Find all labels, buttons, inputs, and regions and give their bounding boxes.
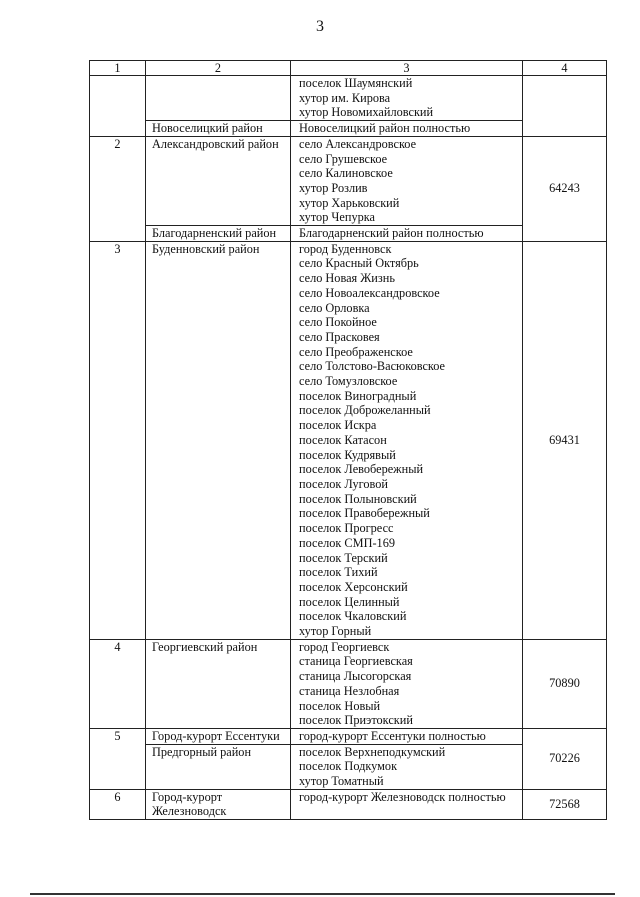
page-number: 3 <box>316 18 324 35</box>
settlements-cell <box>291 639 523 728</box>
settlement-name: поселок Верхнеподкумский <box>299 744 446 759</box>
settlement-name: город-курорт Ессентуки полностью <box>299 728 486 743</box>
bottom-rule <box>30 893 615 895</box>
settlement-name: хутор Томатный <box>299 774 384 789</box>
settlement-name: поселок СМП-169 <box>299 535 395 550</box>
row-number-cell: 6 <box>90 789 146 819</box>
district-cell <box>146 76 291 121</box>
settlement-name: поселок Кудрявый <box>299 447 396 462</box>
settlements-cell <box>291 789 523 819</box>
column-header: 3 <box>291 61 523 76</box>
settlements-cell <box>291 136 523 225</box>
settlement-name: поселок Катасон <box>299 432 387 447</box>
settlement-name: село Толстово-Васюковское <box>299 359 446 374</box>
settlement-name: станица Георгиевская <box>299 654 413 669</box>
column-header: 2 <box>146 61 291 76</box>
settlement-name: поселок Новый <box>299 698 381 713</box>
district-cell <box>146 121 291 137</box>
settlement-name: поселок Подкумок <box>299 759 398 774</box>
settlement-name: село Прасковея <box>299 329 380 344</box>
table-row <box>90 728 607 744</box>
district-cell <box>146 728 291 744</box>
row-number-cell: 5 <box>90 728 146 789</box>
settlement-name: поселок Левобережный <box>299 462 424 477</box>
settlement-name: город Буденновск <box>299 241 392 256</box>
row-number-cell: 4 <box>90 639 146 728</box>
settlement-name: поселок Тихий <box>299 565 378 580</box>
settlement-name: город-курорт Железноводск полностью <box>299 789 506 804</box>
settlement-name: хутор Розлив <box>299 180 368 195</box>
district-name: Александровский район <box>152 136 279 151</box>
settlements-cell <box>291 76 523 121</box>
district-name: Предгорный район <box>152 744 252 759</box>
settlement-name: поселок Луговой <box>299 476 388 491</box>
settlement-name: поселок Приэтокский <box>299 713 413 728</box>
district-cell <box>146 789 291 819</box>
column-header: 1 <box>90 61 146 76</box>
settlement-name: поселок Целинный <box>299 594 400 609</box>
settlement-name: село Покойное <box>299 315 377 330</box>
settlement-name: город Георгиевск <box>299 639 390 654</box>
district-name: Город-курорт Ессентуки <box>152 728 280 743</box>
table-row <box>90 136 607 225</box>
settlement-name: Благодарненский район полностью <box>299 226 484 241</box>
settlement-name: поселок Правобережный <box>299 506 430 521</box>
district-name: Георгиевский район <box>152 639 258 654</box>
row-number-cell <box>90 76 146 137</box>
settlement-name: поселок Прогресс <box>299 521 394 536</box>
settlement-name: поселок Виноградный <box>299 388 417 403</box>
district-name: Новоселицкий район <box>152 121 263 136</box>
district-cell <box>146 136 291 225</box>
settlement-name: станица Незлобная <box>299 683 400 698</box>
settlement-name: село Грушевское <box>299 151 388 166</box>
settlement-name: село Томузловское <box>299 374 398 389</box>
settlement-name: станица Лысогорская <box>299 669 412 684</box>
code-cell <box>523 76 607 137</box>
settlement-name: село Преображенское <box>299 344 413 359</box>
settlement-name: поселок Искра <box>299 418 377 433</box>
district-name: Благодарненский район <box>152 226 277 241</box>
column-header: 4 <box>523 61 607 76</box>
settlement-name: поселок Шаумянский <box>299 76 413 90</box>
district-cell <box>146 226 291 242</box>
settlement-name: хутор Чепурка <box>299 210 375 225</box>
settlement-name: село Новоалександровское <box>299 285 440 300</box>
settlement-name: поселок Терский <box>299 550 388 565</box>
settlement-name: село Орловка <box>299 300 370 315</box>
district-cell <box>146 241 291 639</box>
table-row <box>90 789 607 819</box>
settlement-name: хутор Харьковский <box>299 195 400 210</box>
settlement-name: поселок Чкаловский <box>299 609 407 624</box>
table-header-row <box>90 61 607 76</box>
settlement-name: село Александровское <box>299 136 417 151</box>
code-cell: 70890 <box>523 639 607 728</box>
code-cell: 64243 <box>523 136 607 241</box>
code-cell: 72568 <box>523 789 607 819</box>
district-cell <box>146 639 291 728</box>
settlement-name: село Калиновское <box>299 166 393 181</box>
settlement-name: Новоселицкий район полностью <box>299 121 471 136</box>
settlements-cell <box>291 241 523 639</box>
district-name: Буденновский район <box>152 241 260 256</box>
table-row <box>90 241 607 639</box>
row-number-cell: 2 <box>90 136 146 241</box>
row-number-cell: 3 <box>90 241 146 639</box>
settlement-name: хутор им. Кирова <box>299 90 391 105</box>
table-row <box>90 76 607 121</box>
settlements-cell <box>291 728 523 744</box>
settlement-name: хутор Горный <box>299 624 372 639</box>
settlements-cell <box>291 744 523 789</box>
settlement-name: поселок Херсонский <box>299 579 408 594</box>
settlement-name: хутор Новомихайловский <box>299 105 434 120</box>
settlement-name: поселок Полыновский <box>299 491 417 506</box>
code-cell: 70226 <box>523 728 607 789</box>
code-cell: 69431 <box>523 241 607 639</box>
districts-table <box>89 60 607 820</box>
settlements-cell <box>291 226 523 242</box>
settlement-name: село Новая Жизнь <box>299 271 395 286</box>
settlements-cell <box>291 121 523 137</box>
settlement-name: село Красный Октябрь <box>299 256 419 271</box>
settlement-name: поселок Доброжеланный <box>299 403 431 418</box>
district-cell <box>146 744 291 789</box>
table-row <box>90 639 607 728</box>
district-name: Город-курорт Железноводск <box>152 789 227 819</box>
